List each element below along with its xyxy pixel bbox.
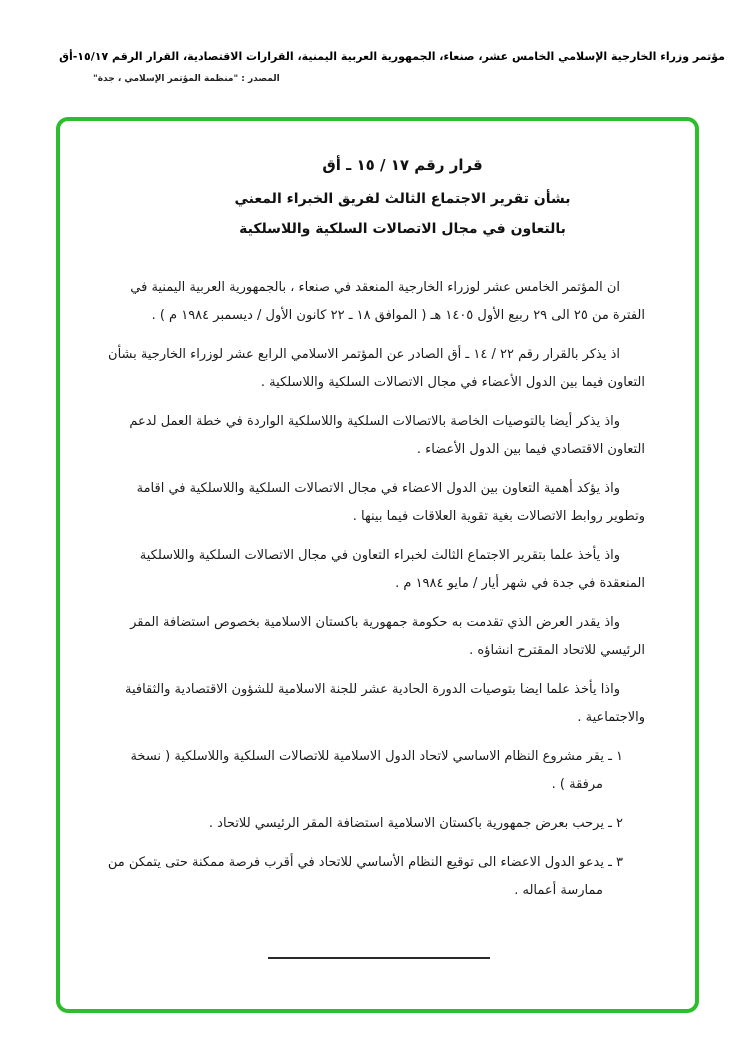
paragraph-7: واذا يأخذ علما ايضا بتوصيات الدورة الحادية عشر للجنة الاسلامية للشؤون الاقتصادية والثقافية والاجتماعية .	[124, 682, 645, 725]
resolution-subject-line-2: بالتعاون في مجال الاتصالات السلكية واللاسلكية	[239, 221, 566, 237]
paragraph-6: واذ يقدر العرض الذي تقدمت به حكومة جمهورية باكستان الاسلامية بخصوص استضافة المقر الرئيسي للاتحاد المقترح انشاؤه .	[130, 615, 645, 658]
paragraph-5: واذ يأخذ علما بتقرير الاجتماع الثالث لخبراء التعاون في مجال الاتصالات السلكية واللاسلكية المنعقدة في جدة في شهر أيار / مايو ١٩٨٤ م .	[139, 548, 645, 591]
resolution-heading	[190, 150, 615, 244]
resolution-number: قرار رقم ١٧ / ١٥ ـ أق	[322, 156, 483, 174]
clause-2: ٢ ـ يرحب بعرض جمهورية باكستان الاسلامية استضافة المقر الرئيسي للاتحاد .	[208, 816, 623, 831]
clause-1: ١ ـ يقر مشروع النظام الاساسي لاتحاد الدول الاسلامية للاتصالات السلكية واللاسلكية ( نسخة مرفقة ) .	[130, 749, 623, 792]
masthead-line: مؤتمر وزراء الخارجية الإسلامي الخامس عشر، صنعاء، الجمهورية العربية اليمنية، القرارات الاقتصادية، القرار الرقم ١٥/١٧-أق	[59, 50, 725, 63]
end-divider	[268, 957, 490, 959]
paragraph-4: واذ يؤكد أهمية التعاون بين الدول الاعضاء في مجال الاتصالات السلكية واللاسلكية في اقامة وتطوير روابط الاتصالات بغية تقوية العلاقات فيما بينها .	[136, 481, 645, 524]
scanned-document	[95, 150, 645, 916]
clause-3: ٣ ـ يدعو الدول الاعضاء الى توقيع النظام الأساسي للاتحاد في أقرب فرصة ممكنة حتى يتمكن من ممارسة أعماله .	[107, 855, 623, 898]
paragraph-1: ان المؤتمر الخامس عشر لوزراء الخارجية المنعقد في صنعاء ، بالجمهورية العربية اليمنية في الفترة من ٢٥ الى ٢٩ ربيع الأول ١٤٠٥ هـ ( الموافق ١٨ ـ ٢٢ كانون الأول / ديسمبر ١٩٨٤ م ) .	[130, 280, 645, 323]
paragraph-3: واذ يذكر أيضا بالتوصيات الخاصة بالاتصالات السلكية واللاسلكية الواردة في خطة العمل لدعم التعاون الاقتصادي فيما بين الدول الأعضاء .	[129, 414, 645, 457]
resolution-subject-line-1: بشأن تقرير الاجتماع الثالث لفريق الخبراء المعني	[234, 191, 571, 207]
paragraph-2: اذ يذكر بالقرار رقم ٢٢ / ١٤ ـ أق الصادر عن المؤتمر الاسلامي الرابع عشر لوزراء الخارجية بشأن التعاون فيما بين الدول الأعضاء في مجال الاتصالات السلكية واللاسلكية .	[108, 347, 645, 390]
source-line: المصدر : "منظمة المؤتمر الإسلامي ، جدة"	[93, 74, 280, 84]
